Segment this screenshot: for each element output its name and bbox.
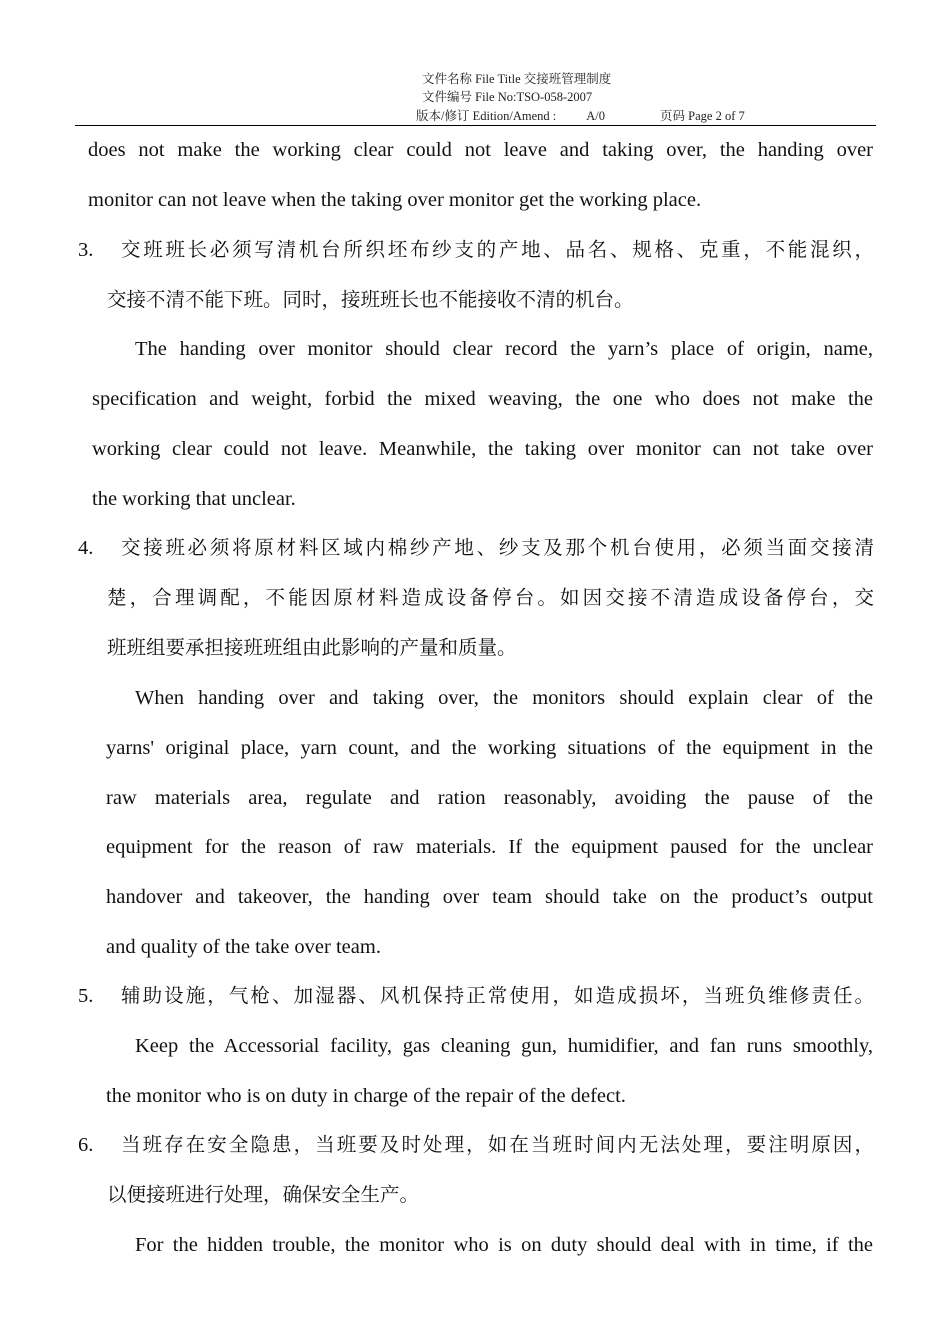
- item-text-en: handover and takeover, the handing over team should take on the product’s output: [106, 886, 873, 908]
- item-number: 5.: [78, 985, 94, 1007]
- item-text-zh: 辅助设施，气枪、加湿器、风机保持正常使用，如造成损坏，当班负维修责任。: [121, 984, 874, 1007]
- item-text-zh: 班班组要承担接班班组由此影响的产量和质量。: [107, 636, 517, 659]
- file-title: 文件名称 File Title 交接班管理制度: [422, 72, 612, 86]
- item-text-zh: 交班班长必须写清机台所织坯布纱支的产地、品名、规格、克重，不能混织，: [121, 238, 874, 261]
- edition-label: 版本/修订 Edition/Amend :: [416, 109, 557, 123]
- item-text-zh: 以便接班进行处理，确保安全生产。: [107, 1183, 420, 1206]
- page-number: 页码 Page 2 of 7: [660, 109, 745, 123]
- item-number: 4.: [78, 537, 94, 559]
- item-text-en: yarns' original place, yarn count, and the working situations of the equipment in the: [106, 737, 873, 759]
- item-text-zh: 交接不清不能下班。同时，接班班长也不能接收不清的机台。: [107, 288, 634, 311]
- item-text-zh: 楚，合理调配，不能因原材料造成设备停台。如因交接不清造成设备停台，交: [107, 586, 874, 609]
- file-number: 文件编号 File No:TSO-058-2007: [422, 90, 593, 104]
- item-text-en: When handing over and taking over, the monitors should explain clear of the: [135, 687, 873, 709]
- text-line: does not make the working clear could not leave and taking over, the handing over: [88, 139, 873, 161]
- item-text-en: equipment for the reason of raw materials. If the equipment paused for the unclear: [106, 836, 873, 858]
- item-text-en: the working that unclear.: [92, 488, 296, 510]
- item-text-en: Keep the Accessorial facility, gas cleaning gun, humidifier, and fan runs smoothly,: [135, 1035, 873, 1057]
- text-line: monitor can not leave when the taking over monitor get the working place.: [88, 189, 702, 211]
- edition-value: A/0: [586, 109, 606, 123]
- item-text-en: For the hidden trouble, the monitor who is on duty should deal with in time, if the: [135, 1234, 873, 1256]
- item-text-en: and quality of the take over team.: [106, 936, 381, 958]
- item-text-zh: 当班存在安全隐患，当班要及时处理，如在当班时间内无法处理，要注明原因，: [121, 1133, 874, 1156]
- item-text-en: The handing over monitor should clear record the yarn’s place of origin, name,: [135, 338, 873, 360]
- edition-page-line: [416, 107, 745, 125]
- item-number: 6.: [78, 1134, 94, 1156]
- item-text-en: specification and weight, forbid the mixed weaving, the one who does not make the: [92, 388, 873, 410]
- item-text-zh: 交接班必须将原材料区域内棉纱产地、纱支及那个机台使用，必须当面交接清: [121, 536, 874, 559]
- item-text-en: raw materials area, regulate and ration reasonably, avoiding the pause of the: [106, 787, 873, 809]
- item-text-en: the monitor who is on duty in charge of the repair of the defect.: [106, 1085, 626, 1107]
- item-text-en: working clear could not leave. Meanwhile, the taking over monitor can not take over: [92, 438, 873, 460]
- item-number: 3.: [78, 239, 94, 261]
